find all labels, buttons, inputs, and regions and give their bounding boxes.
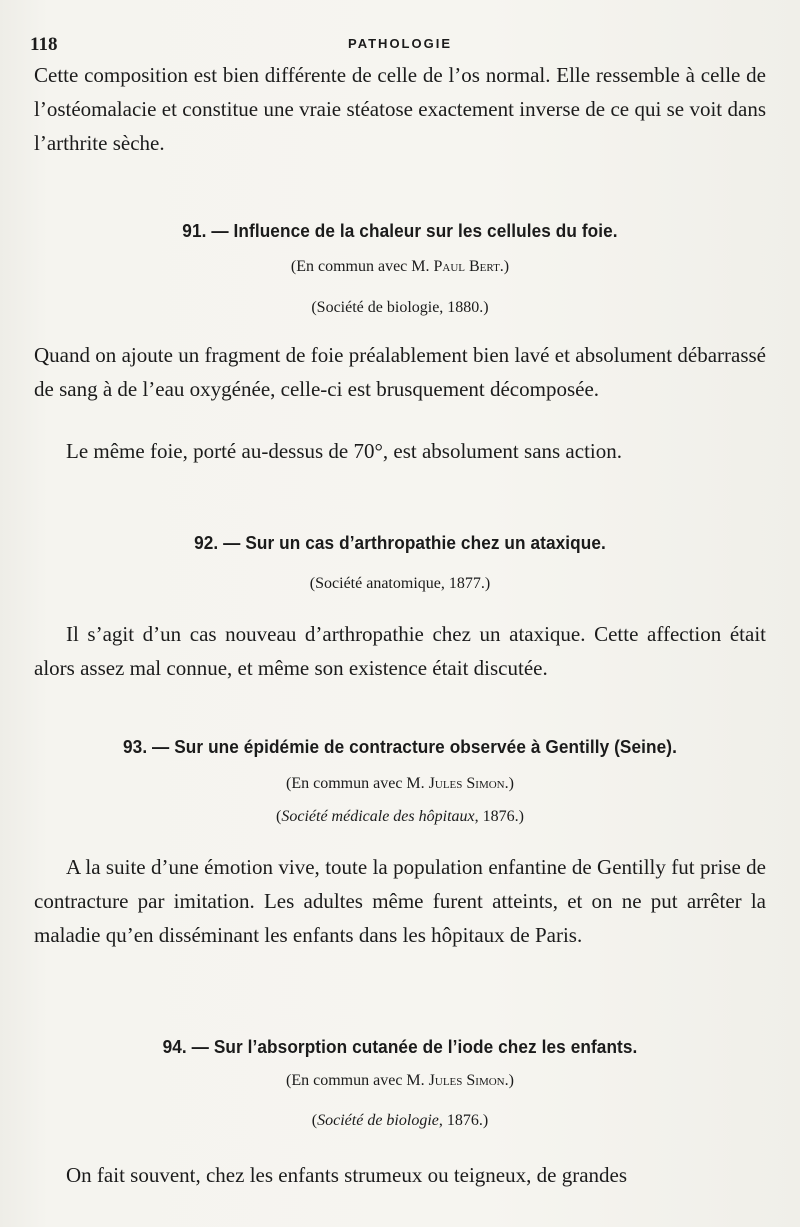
intro-paragraph: Cette composition est bien différente de celle de l’os normal. Elle ressemble à celle de l’ostéomalacie et constitue une vraie stéatose exactement inverse de ce qui se voit dans l’arthrite sèche. (34, 63, 766, 155)
running-title: PATHOLOGIE (347, 36, 453, 51)
section-93-title: 93. — Sur une épidémie de contracture observée à Gentilly (Seine). (122, 736, 678, 757)
section-92-source: (Société anatomique, 1877.) (309, 575, 491, 592)
section-91-paragraph-1: Quand on ajoute un fragment de foie préalablement bien lavé et absolument débarrassé de sang à de l’eau oxygénée, celle-ci est brusquement décomposée. (34, 343, 766, 401)
page-number: 118 (30, 34, 58, 55)
section-91-collaboration: (En commun avec M. Paul Bert.) (290, 258, 510, 275)
section-94-paragraph-1: On fait souvent, chez les enfants strumeux ou teigneux, de grandes (66, 1163, 628, 1187)
section-91-source: (Société de biologie, 1880.) (311, 299, 489, 316)
section-93-collaboration: (En commun avec M. Jules Simon.) (286, 775, 514, 792)
section-94-collaboration: (En commun avec M. Jules Simon.) (286, 1072, 514, 1089)
section-92-title: 92. — Sur un cas d’arthropathie chez un ataxique. (194, 532, 606, 553)
running-header (30, 34, 770, 56)
section-94-title: 94. — Sur l’absorption cutanée de l’iode chez les enfants. (162, 1036, 638, 1057)
section-93-source: (Société médicale des hôpitaux, 1876.) (276, 808, 524, 825)
section-94-source: (Société de biologie, 1876.) (311, 1112, 489, 1129)
section-93-paragraph-1: A la suite d’une émotion vive, toute la population enfantine de Gentilly fut prise de contracture par imitation. Les adultes même furent atteints, et on ne put arrêter la maladie qu’en disséminant les enfants dans les hôpitaux de Paris. (34, 855, 766, 947)
section-91-title: 91. — Influence de la chaleur sur les cellules du foie. (182, 220, 618, 241)
section-92-paragraph-1: Il s’agit d’un cas nouveau d’arthropathie chez un ataxique. Cette affection était alors assez mal connue, et même son existence était discutée. (34, 622, 766, 680)
section-91-paragraph-2: Le même foie, porté au-dessus de 70°, est absolument sans action. (66, 439, 622, 463)
